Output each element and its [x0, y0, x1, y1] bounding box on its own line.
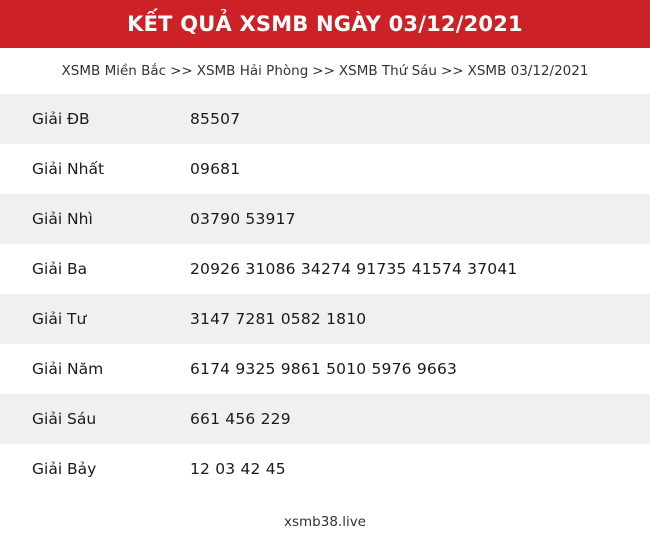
table-row [0, 94, 650, 144]
site-name: xsmb38.live [283, 514, 366, 530]
prize-numbers: 661 456 229 [190, 410, 291, 428]
page-header [0, 0, 650, 48]
prize-label: Giải Bảy [32, 460, 97, 478]
prize-label: Giải Nhất [32, 160, 105, 178]
breadcrumb-item-date[interactable]: XSMB 03/12/2021 [467, 63, 589, 79]
prize-numbers: 03790 53917 [190, 210, 296, 228]
prize-label: Giải ĐB [32, 110, 90, 128]
breadcrumb-separator: >> [440, 63, 464, 79]
breadcrumb-separator: >> [312, 63, 335, 79]
page-footer [0, 494, 650, 550]
prize-numbers: 85507 [190, 110, 241, 128]
breadcrumb-item-region[interactable]: XSMB Miền Bắc [61, 63, 167, 79]
prize-label: Giải Năm [32, 360, 104, 378]
table-row [0, 244, 650, 294]
table-row [0, 344, 650, 394]
results-table [0, 94, 650, 494]
breadcrumb-item-province[interactable]: XSMB Hải Phòng [196, 63, 309, 79]
breadcrumb-separator: >> [170, 63, 193, 79]
page-title: KẾT QUẢ XSMB NGÀY 03/12/2021 [127, 11, 523, 36]
prize-numbers: 20926 31086 34274 91735 41574 37041 [190, 260, 518, 278]
table-row [0, 194, 650, 244]
table-row [0, 294, 650, 344]
prize-label: Giải Tư [32, 310, 87, 328]
breadcrumb-item-weekday[interactable]: XSMB Thứ Sáu [338, 63, 437, 79]
table-row [0, 444, 650, 494]
table-row [0, 144, 650, 194]
prize-label: Giải Nhì [32, 210, 93, 228]
prize-numbers: 6174 9325 9861 5010 5976 9663 [190, 360, 458, 378]
breadcrumb [0, 48, 650, 94]
prize-label: Giải Sáu [32, 410, 97, 428]
prize-numbers: 12 03 42 45 [190, 460, 286, 478]
table-row [0, 394, 650, 444]
prize-numbers: 3147 7281 0582 1810 [190, 310, 367, 328]
prize-numbers: 09681 [190, 160, 241, 178]
prize-label: Giải Ba [32, 260, 88, 278]
